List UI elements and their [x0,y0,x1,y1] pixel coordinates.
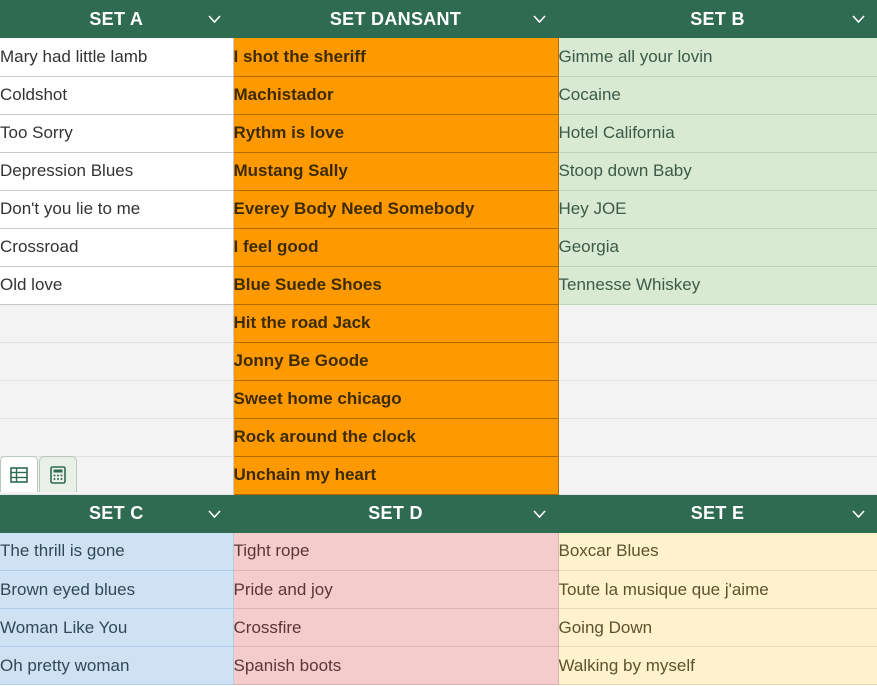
cell-set-dansant[interactable]: Everey Body Need Somebody [233,190,558,228]
cell-set-dansant[interactable]: Rock around the clock [233,418,558,456]
table-row [0,380,877,418]
cell-set-a[interactable] [0,380,233,418]
column-header-label: SET A [89,8,144,29]
cell-set-e[interactable]: Boxcar Blues [558,533,877,571]
table-row [0,38,877,76]
chevron-down-icon[interactable] [533,510,546,518]
column-header-label: SET C [88,503,144,523]
top-table-header-row [0,0,877,38]
chevron-down-icon[interactable] [208,510,221,518]
sheet-tab-table[interactable] [0,456,38,492]
column-header-label: SET E [690,503,745,523]
table-row [0,609,877,647]
table-row [0,533,877,571]
table-row [0,647,877,685]
cell-set-a[interactable]: Old love [0,266,233,304]
cell-set-b[interactable] [558,304,877,342]
cell-set-b[interactable] [558,418,877,456]
column-header-label: SET DANSANT [329,8,462,29]
column-header-set-e[interactable] [558,495,877,533]
cell-set-c[interactable]: Oh pretty woman [0,647,233,685]
table-row [0,228,877,266]
table-row [0,152,877,190]
table-row [0,571,877,609]
cell-set-dansant[interactable]: Rythm is love [233,114,558,152]
column-header-set-a[interactable] [0,0,233,38]
chevron-down-icon[interactable] [852,510,865,518]
cell-set-d[interactable]: Pride and joy [233,571,558,609]
column-header-set-b[interactable] [558,0,877,38]
cell-set-b[interactable] [558,456,877,494]
cell-set-a[interactable]: Depression Blues [0,152,233,190]
chevron-down-icon[interactable] [852,15,865,23]
table-row [0,304,877,342]
cell-set-b[interactable] [558,380,877,418]
cell-set-c[interactable]: Woman Like You [0,609,233,647]
cell-set-d[interactable]: Crossfire [233,609,558,647]
cell-set-dansant[interactable]: I feel good [233,228,558,266]
cell-set-dansant[interactable]: I shot the sheriff [233,38,558,76]
cell-set-a[interactable]: Crossroad [0,228,233,266]
table-icon [9,465,29,485]
bottom-table-header-row [0,495,877,533]
cell-set-b[interactable]: Hotel California [558,114,877,152]
cell-set-d[interactable]: Spanish boots [233,647,558,685]
column-header-label: SET D [368,503,423,523]
cell-set-e[interactable]: Walking by myself [558,647,877,685]
sheet-tab-strip [0,456,233,492]
sheet-tab-calculator[interactable] [39,456,77,492]
column-header-set-dansant[interactable] [233,0,558,38]
cell-set-dansant[interactable]: Jonny Be Goode [233,342,558,380]
cell-set-dansant[interactable]: Unchain my heart [233,456,558,494]
column-header-set-d[interactable] [233,495,558,533]
chevron-down-icon[interactable] [533,15,546,23]
cell-set-a[interactable] [0,418,233,456]
cell-set-a[interactable] [0,342,233,380]
cell-set-a[interactable]: Mary had little lamb [0,38,233,76]
table-row [0,76,877,114]
calculator-icon [48,465,68,485]
column-header-label: SET B [690,8,745,29]
table-row [0,266,877,304]
bottom-table [0,495,877,686]
cell-set-b[interactable]: Tennesse Whiskey [558,266,877,304]
cell-set-a[interactable] [0,304,233,342]
cell-set-dansant[interactable]: Hit the road Jack [233,304,558,342]
cell-set-b[interactable]: Hey JOE [558,190,877,228]
cell-set-dansant[interactable]: Machistador [233,76,558,114]
cell-set-dansant[interactable]: Mustang Sally [233,152,558,190]
cell-set-b[interactable]: Cocaine [558,76,877,114]
cell-set-b[interactable] [558,342,877,380]
cell-set-a[interactable]: Don't you lie to me [0,190,233,228]
cell-set-b[interactable]: Georgia [558,228,877,266]
cell-set-a[interactable]: Coldshot [0,76,233,114]
column-header-set-c[interactable] [0,495,233,533]
cell-set-c[interactable]: Brown eyed blues [0,571,233,609]
table-row [0,342,877,380]
cell-set-dansant[interactable]: Sweet home chicago [233,380,558,418]
cell-set-b[interactable]: Gimme all your lovin [558,38,877,76]
chevron-down-icon[interactable] [208,15,221,23]
cell-set-dansant[interactable]: Blue Suede Shoes [233,266,558,304]
cell-set-b[interactable]: Stoop down Baby [558,152,877,190]
cell-set-c[interactable]: The thrill is gone [0,533,233,571]
table-row [0,190,877,228]
table-row [0,418,877,456]
cell-set-e[interactable]: Toute la musique que j'aime [558,571,877,609]
table-row [0,114,877,152]
cell-set-e[interactable]: Going Down [558,609,877,647]
cell-set-d[interactable]: Tight rope [233,533,558,571]
cell-set-a[interactable]: Too Sorry [0,114,233,152]
